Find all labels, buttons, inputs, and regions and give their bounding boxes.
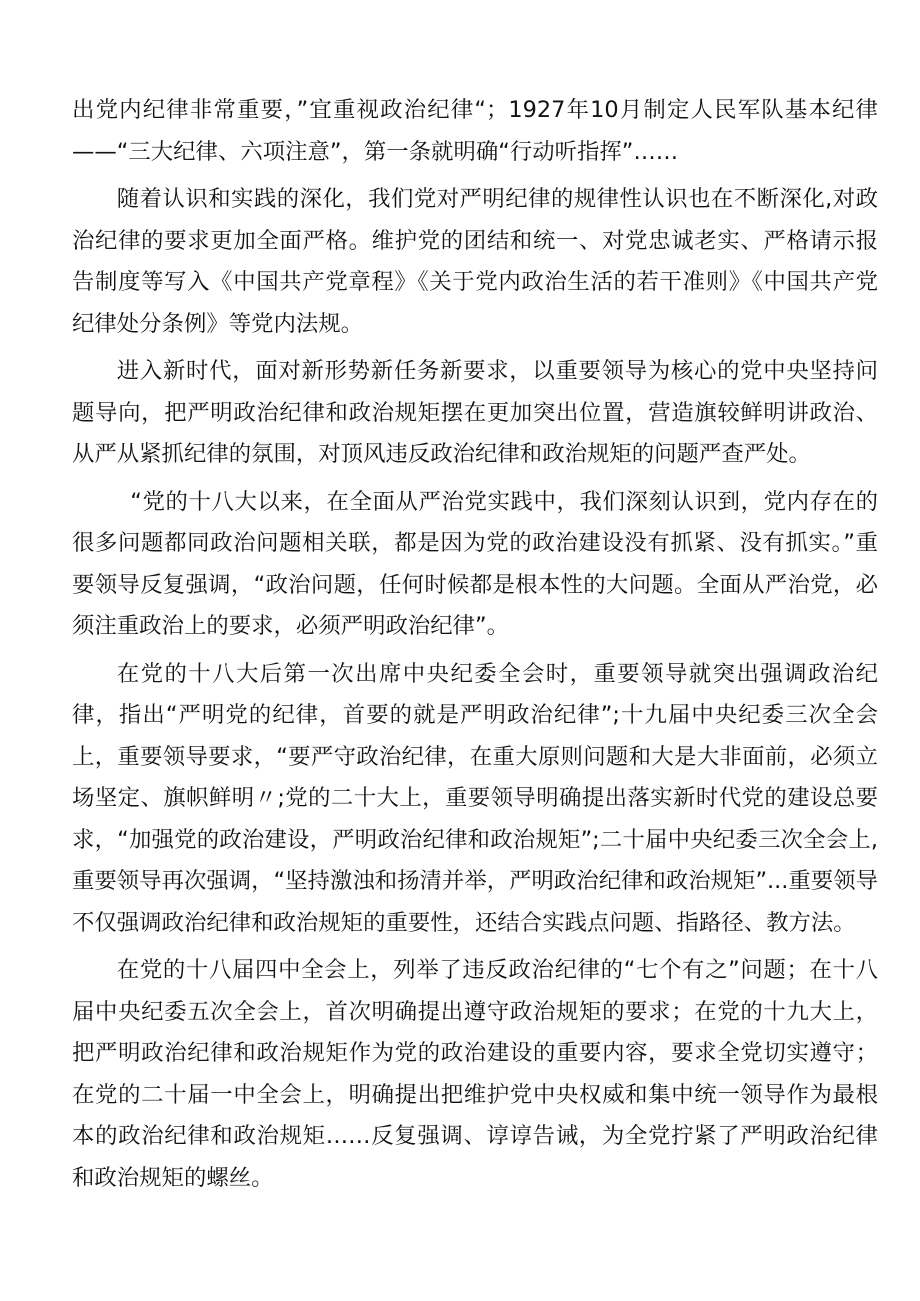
document-page <box>72 90 878 1205</box>
paragraph-continued: 出党内纪律非常重要，”宜重视政治纪律“；1927年10月制定人民军队基本纪律——“三大纪律、六项注意”，第一条就明确“行动听指挥”…… <box>72 97 878 165</box>
paragraph-quote-18th-congress: “党的十八大以来，在全面从严治党实践中，我们深刻认识到，党内存在的很多问题都同政治问题相关联，都是因为党的政治建设没有抓紧、没有抓实。”重要领导反复强调，“政治问题，任何时候都是根本性的大问题。全面从严治党，必须注重政治上的要求，必须严明政治纪律”。 <box>72 488 878 639</box>
paragraph-discipline-deepening: 随着认识和实践的深化，我们党对严明纪律的规律性认识也在不断深化,对政治纪律的要求更加全面严格。维护党的团结和统一、对党忠诚老实、严格请示报告制度等写入《中国共产党章程》《关于党内政治生活的若干准则》《中国共产党纪律处分条例》等党内法规。 <box>72 186 878 337</box>
paragraph-plenary-sessions: 在党的十八大后第一次出席中央纪委全会时，重要领导就突出强调政治纪律，指出“严明党的纪律，首要的就是严明政治纪律”;十九届中央纪委三次全会上，重要领导要求，“要严守政治纪律，在重大原则问题和大是大非面前，必须立场坚定、旗帜鲜明〃;党的二十大上，重要领导明确提出落实新时代党的建设总要求，“加强党的政治建设，严明政治纪律和政治规矩”;二十届中央纪委三次全会上,重要领导再次强调，“坚持激浊和扬清并举，严明政治纪律和政治规矩”...重要领导不仅强调政治纪律和政治规矩的重要性，还结合实践点问题、指路径、教方法。 <box>72 660 878 936</box>
paragraph-political-rules: 在党的十八届四中全会上，列举了违反政治纪律的“七个有之”问题；在十八届中央纪委五次全会上，首次明确提出遵守政治规矩的要求；在党的十九大上，把严明政治纪律和政治规矩作为党的政治建设的重要内容，要求全党切实遵守；在党的二十届一中全会上，明确提出把维护党中央权威和集中统一领导作为最根本的政治纪律和政治规矩……反复强调、谆谆告诫，为全党拧紧了严明政治纪律和政治规矩的螺丝。 <box>72 957 878 1191</box>
paragraph-new-era: 进入新时代，面对新形势新任务新要求，以重要领导为核心的党中央坚持问题导向，把严明政治纪律和政治规矩摆在更加突出位置，营造旗较鲜明讲政治、从严从紧抓纪律的氛围，对顶风违反政治纪律和政治规矩的问题严查严处。 <box>72 358 878 467</box>
